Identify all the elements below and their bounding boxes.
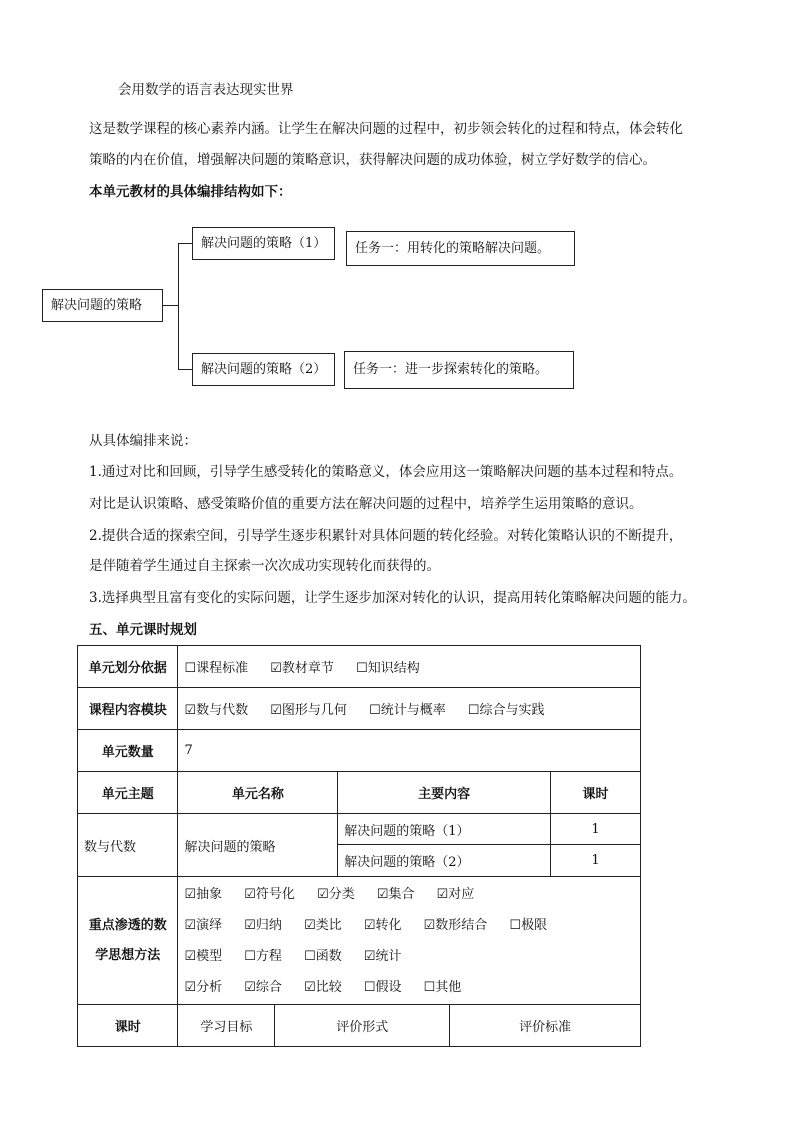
methods-row-3 <box>184 941 634 972</box>
point-1-line-1: 1.通过对比和回顾，引导学生感受转化的策略意义，体会应用这一策略解决问题的基本过程和特点。 <box>89 464 683 480</box>
content-2: 解决问题的策略（2） <box>338 845 551 877</box>
table-row-column-headers <box>78 772 641 814</box>
point-1-line-2: 对比是认识策略、感受策略价值的重要方法在解决问题的过程中，培养学生运用策略的意识。 <box>89 496 643 512</box>
module-label: 课程内容模块 <box>78 688 178 730</box>
diagram-branch-1-box <box>192 227 335 260</box>
diagram-task-1-label: 任务一：用转化的策略解决问题。 <box>355 240 551 256</box>
count-value: 7 <box>178 730 641 772</box>
basis-label: 单元划分依据 <box>78 646 178 688</box>
diagram-branch-2-label: 解决问题的策略（2） <box>201 361 327 377</box>
diagram-task-2-box <box>344 351 574 389</box>
method-transformation[interactable]: ☑转化 <box>363 917 402 933</box>
table-row-count <box>78 730 641 772</box>
count-label: 单元数量 <box>78 730 178 772</box>
method-other[interactable]: ☐其他 <box>423 979 462 995</box>
content-1: 解决问题的策略（1） <box>338 814 551 845</box>
diagram-root-box <box>42 289 163 322</box>
name-value: 解决问题的策略 <box>178 814 338 877</box>
hours-2: 1 <box>551 845 641 877</box>
module-option-statistics[interactable]: ☐统计与概率 <box>369 703 446 718</box>
lesson-col-eval-standard: 评价标准 <box>450 1005 641 1047</box>
diagram-branch-1-label: 解决问题的策略（1） <box>201 235 327 251</box>
method-function[interactable]: ☐函数 <box>304 948 342 964</box>
structure-heading: 本单元教材的具体编排结构如下： <box>89 184 292 200</box>
module-option-practice[interactable]: ☐综合与实践 <box>467 703 545 718</box>
method-correspondence[interactable]: ☑对应 <box>436 886 475 902</box>
method-deduction[interactable]: ☑演绎 <box>184 917 223 933</box>
method-analysis[interactable]: ☑分析 <box>184 979 223 995</box>
basis-option-knowledge[interactable]: ☐知识结构 <box>356 661 420 676</box>
methods-options <box>178 877 641 1005</box>
module-option-number-algebra[interactable]: ☑数与代数 <box>184 703 249 718</box>
method-analogy[interactable]: ☑类比 <box>304 917 342 933</box>
theme-value: 数与代数 <box>78 814 178 877</box>
diagram-branch-2-box <box>192 353 335 386</box>
lesson-col-goal: 学习目标 <box>178 1005 275 1047</box>
methods-row-4 <box>184 972 634 1003</box>
method-number-shape[interactable]: ☑数形结合 <box>423 917 488 933</box>
method-induction[interactable]: ☑归纳 <box>244 917 282 933</box>
arrangement-heading: 从具体编排来说： <box>89 433 197 449</box>
methods-label <box>78 877 178 1005</box>
diagram-root-label: 解决问题的策略 <box>51 297 143 313</box>
method-set[interactable]: ☑集合 <box>376 886 415 902</box>
method-equation[interactable]: ☐方程 <box>244 948 282 964</box>
lesson-col-hours: 课时 <box>78 1005 178 1047</box>
method-statistics[interactable]: ☑统计 <box>363 948 402 964</box>
methods-label-line-2: 学思想方法 <box>95 947 161 963</box>
connector-vertical <box>178 243 179 370</box>
table-row-methods <box>78 877 641 1005</box>
method-comparison[interactable]: ☑比较 <box>304 979 342 995</box>
lesson-col-eval-form: 评价形式 <box>275 1005 450 1047</box>
col-header-theme: 单元主题 <box>78 772 178 814</box>
point-3: 3.选择典型且富有变化的实际问题，让学生逐步加深对转化的认识，提高用转化策略解决问题的能力。 <box>89 590 696 606</box>
col-header-content: 主要内容 <box>338 772 551 814</box>
table-row <box>78 814 641 845</box>
method-abstraction[interactable]: ☑抽象 <box>184 886 223 902</box>
paragraph-1-line-1: 这是数学课程的核心素养内涵。让学生在解决问题的过程中，初步领会转化的过程和特点，体会转化 <box>89 121 683 137</box>
diagram-task-2-label: 任务一：进一步探索转化的策略。 <box>353 362 549 377</box>
diagram-task-1-box <box>346 231 575 266</box>
unit-planning-table <box>77 645 641 1047</box>
basis-options <box>178 646 641 688</box>
table-row-lesson-headers <box>78 1005 641 1047</box>
connector-bottom <box>178 369 192 370</box>
point-2-line-2: 是伴随着学生通过自主探索一次次成功实现转化而获得的。 <box>89 558 440 574</box>
table-row-basis <box>78 646 641 688</box>
connector-root <box>163 305 178 306</box>
section-5-heading: 五、单元课时规划 <box>89 622 197 638</box>
method-synthesis[interactable]: ☑综合 <box>244 979 282 995</box>
table-row-module <box>78 688 641 730</box>
method-symbolization[interactable]: ☑符号化 <box>244 886 295 902</box>
col-header-name: 单元名称 <box>178 772 338 814</box>
methods-row-1 <box>184 879 634 910</box>
col-header-hours: 课时 <box>551 772 641 814</box>
point-2-line-1: 2.提供合适的探索空间，引导学生逐步积累针对具体问题的转化经验。对转化策略认识的不断提升， <box>89 528 683 544</box>
method-model[interactable]: ☑模型 <box>184 948 223 964</box>
method-limit[interactable]: ☐极限 <box>509 917 548 933</box>
intro-line: 会用数学的语言表达现实世界 <box>118 82 294 98</box>
methods-label-line-1: 重点渗透的数 <box>88 917 167 933</box>
basis-option-chapter[interactable]: ☑教材章节 <box>270 661 334 676</box>
methods-row-2 <box>184 910 634 941</box>
module-option-geometry[interactable]: ☑图形与几何 <box>270 703 347 718</box>
module-options <box>178 688 641 730</box>
connector-top <box>178 243 192 244</box>
hours-1: 1 <box>551 814 641 845</box>
basis-option-curriculum[interactable]: ☐课程标准 <box>184 661 249 676</box>
method-classification[interactable]: ☑分类 <box>317 886 355 902</box>
paragraph-1-line-2: 策略的内在价值，增强解决问题的策略意识，获得解决问题的成功体验，树立学好数学的信心。 <box>89 152 656 168</box>
method-hypothesis[interactable]: ☐假设 <box>363 979 402 995</box>
